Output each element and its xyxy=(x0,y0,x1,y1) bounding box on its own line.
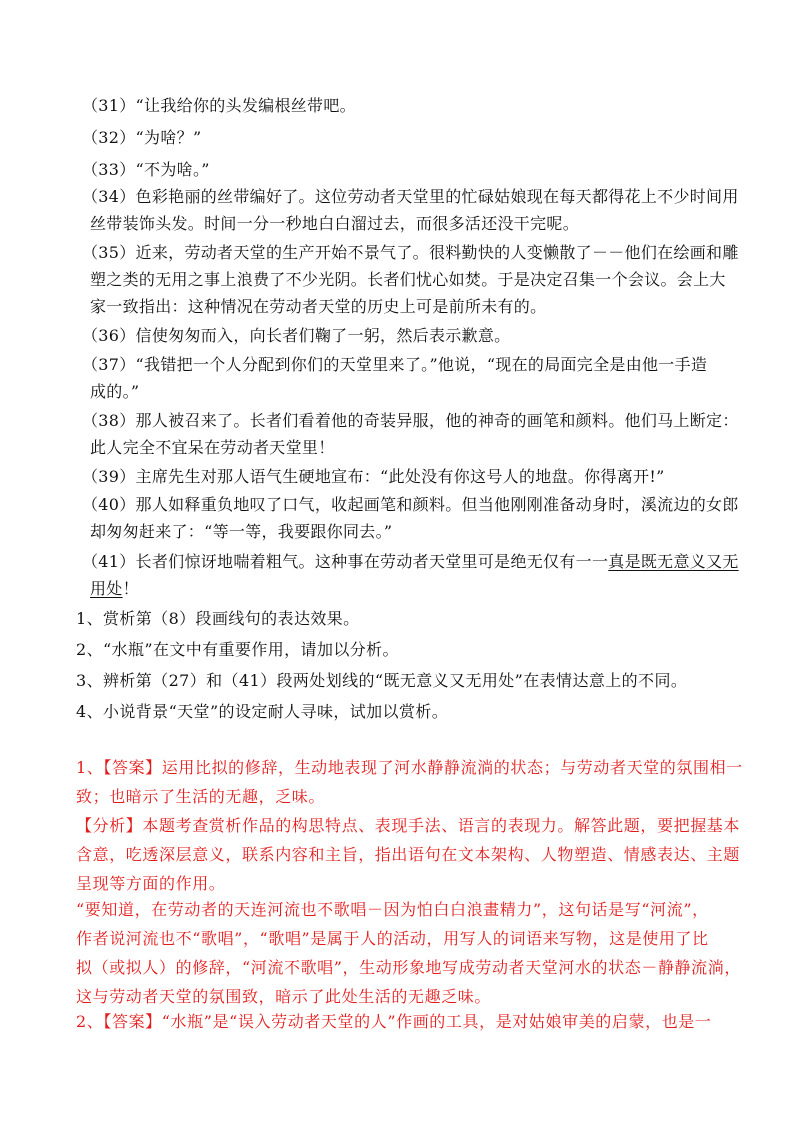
answer-line: 致；也暗示了生活的无趣，乏味。 xyxy=(76,787,326,806)
paragraph-line: 家一致指出：这种情况在劳动者天堂的历史上可是前所未有的。 xyxy=(90,297,547,316)
paragraph-36 xyxy=(82,322,732,349)
underlined-phrase: 用处 xyxy=(90,579,123,598)
answer-line: 2、【答案】“水瓶”是“误入劳动者天堂的人”作画的工具，是对姑娘审美的启蒙，也是一 xyxy=(76,1012,712,1031)
answer-1 xyxy=(76,753,743,811)
paragraph-35 xyxy=(82,239,739,320)
question-2: 2、“水瓶”在文中有重要作用，请加以分析。 xyxy=(76,640,399,659)
paragraph-text: （41）长者们惊讶地喘着粗气。这种事在劳动者天堂里可是绝无仅有一一 xyxy=(82,552,609,571)
paragraph-line: （36）信使匆匆而入，向长者们鞠了一躬，然后表示歉意。 xyxy=(82,326,511,345)
paragraph-line: 却匆匆赶来了：“等一等，我要跟你同去。” xyxy=(90,522,393,541)
answer-1-analysis xyxy=(76,811,741,898)
paragraph-line: （38）那人被召来了。长者们看着他的奇装异服，他的神奇的画笔和颜料。他们马上断定： xyxy=(82,411,739,430)
paragraph-39 xyxy=(82,463,732,490)
paragraph-33 xyxy=(82,156,732,183)
paragraph-40 xyxy=(82,491,739,545)
paragraph-line xyxy=(82,548,739,575)
underlined-phrase: 真是既无意义又无 xyxy=(608,552,739,571)
paragraph-34 xyxy=(82,183,739,237)
paragraph-line: 此人完全不宜呆在劳动者天堂里！ xyxy=(90,438,335,457)
paragraph-31 xyxy=(82,92,732,119)
paragraph-text: ！ xyxy=(122,579,139,598)
answer-line: 作者说河流也不“歌唱”，“歌唱”是属于人的活动，用写人的词语来写物，这是使用了比 xyxy=(76,929,709,948)
paragraph-line: （33）“不为啥。” xyxy=(82,160,210,179)
paragraph-line: （31）“让我给你的头发编根丝带吧。 xyxy=(82,96,356,115)
paragraph-41 xyxy=(82,548,739,602)
question-3: 3、辨析第（27）和（41）段两处划线的“既无意义又无用处”在表情达意上的不同。 xyxy=(76,671,688,690)
paragraph-line: （39）主席先生对那人语气生硬地宣布：“此处没有你这号人的地盘。你得离开!” xyxy=(82,467,665,486)
paragraph-line: （40）那人如释重负地叹了口气，收起画笔和颜料。但当他刚刚准备动身时，溪流边的女郎 xyxy=(82,495,739,514)
answer-line: 拟（或拟人）的修辞，“河流不歌唱”，生动形象地写成劳动者天堂河水的状态－静静流淌， xyxy=(76,958,741,977)
question-4: 4、小说背景“天堂”的设定耐人寻味，试加以赏析。 xyxy=(76,702,449,721)
answer-line: 含意，吃透深层意义，联系内容和主旨，指出语句在文本架构、人物塑造、情感表达、主题 xyxy=(76,845,741,864)
answer-line: 呈现等方面的作用。 xyxy=(76,874,226,893)
paragraph-32 xyxy=(82,124,732,151)
paragraph-line xyxy=(82,575,732,602)
paragraph-line: （35）近来，劳动者天堂的生产开始不景气了。很料勤快的人变懒散了－－他们在绘画和雕 xyxy=(82,243,739,262)
answer-line: 这与劳动者天堂的氛围致，暗示了此处生活的无趣乏味。 xyxy=(76,987,492,1006)
paragraph-line: 成的。” xyxy=(90,382,140,401)
paragraph-line: （34）色彩艳丽的丝带编好了。这位劳动者天堂里的忙碌姑娘现在每天都得花上不少时间用 xyxy=(82,187,739,206)
paragraph-line: （32）“为啥？” xyxy=(82,128,202,147)
answer-1-detail xyxy=(76,895,741,1011)
paragraph-line: 丝带装饰头发。时间一分一秒地白白溜过去，而很多活还没干完呢。 xyxy=(90,214,580,233)
paragraph-line: （37）“我错把一个人分配到你们的天堂里来了。”他说，“现在的局面完全是由他一手造 xyxy=(82,355,708,374)
paragraph-38 xyxy=(82,407,739,461)
answer-line: “要知道，在劳动者的天连河流也不歌唱－因为怕白白浪畫精力”，这句话是写“河流”， xyxy=(76,900,709,919)
paragraph-37 xyxy=(82,351,732,405)
paragraph-line: 塑之类的无用之事上浪费了不少光阴。长者们忧心如焚。于是决定召集一个会议。会上大 xyxy=(90,270,726,289)
answer-line: 【分析】本题考查赏析作品的构思特点、表现手法、语言的表现力。解答此题，要把握基本 xyxy=(76,816,741,835)
answer-2 xyxy=(76,1007,736,1036)
answer-line: 1、【答案】运用比拟的修辞，生动地表现了河水静静流淌的状态；与劳动者天堂的氛围相一 xyxy=(76,758,743,777)
question-1: 1、赏析第（8）段画线句的表达效果。 xyxy=(76,609,360,628)
